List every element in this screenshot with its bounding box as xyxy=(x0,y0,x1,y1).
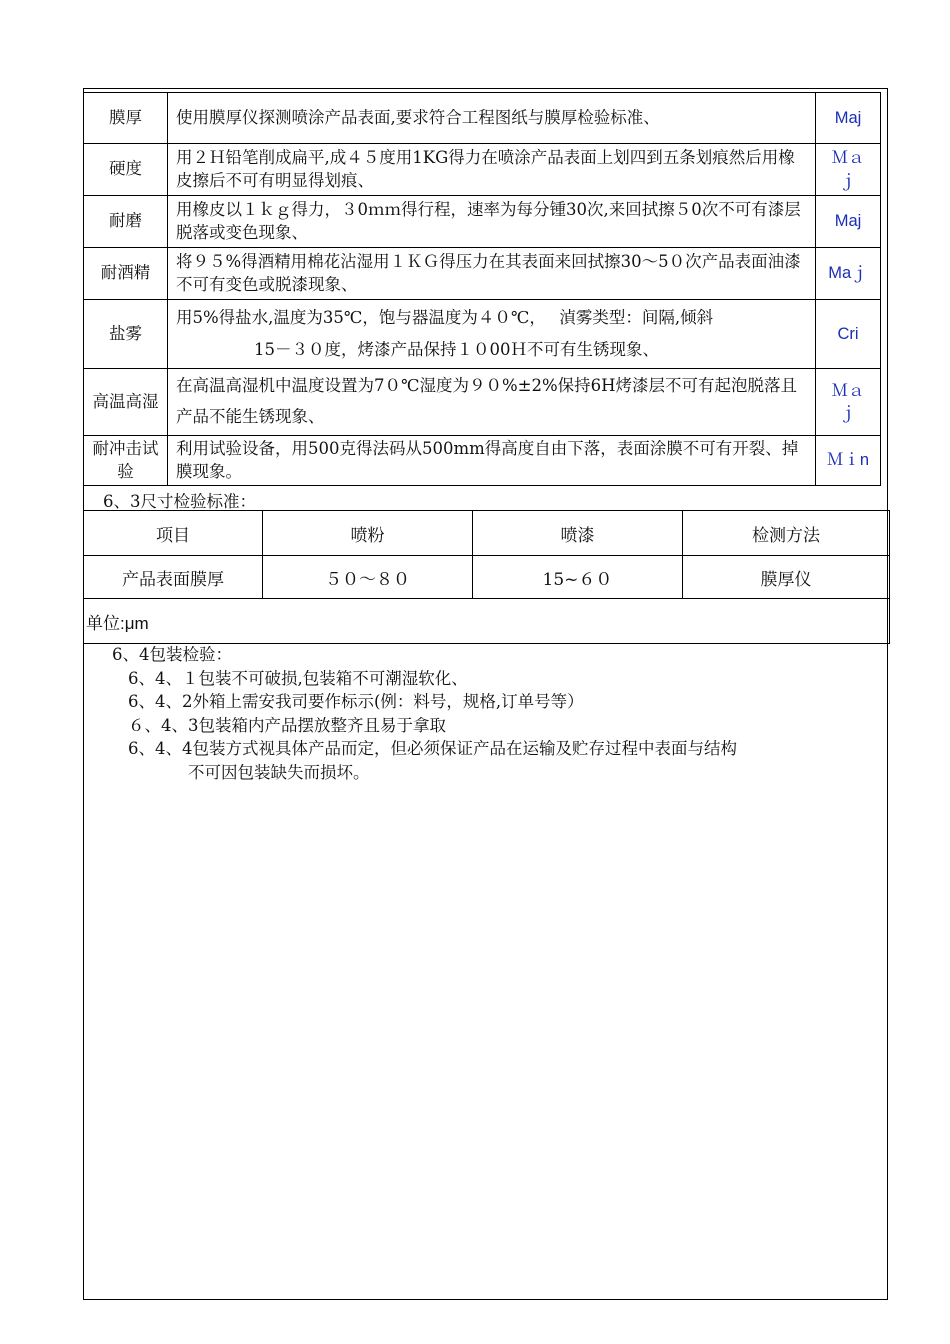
test-description-line: 用5%得盐水,温度为35℃，饱与器温度为４０℃， 湞雾类型：间隔,倾斜 xyxy=(176,307,714,327)
test-description: 使用膜厚仪探测喷涂产品表面,要求符合工程图纸与膜厚检验标准、 xyxy=(168,93,816,144)
table-row xyxy=(84,144,881,196)
test-description: 用２Ｈ铅笔削成扁平,成４５度用1KG得力在喷涂产品表面上划四到五条划痕然后用橡皮擦后不可有明显得划痕、 xyxy=(168,144,816,196)
table-cell: 15~６０ xyxy=(473,556,683,599)
column-header: 检测方法 xyxy=(683,511,890,556)
dimension-standards-table xyxy=(83,510,890,644)
severity-level: Maj xyxy=(816,93,881,144)
table-row xyxy=(84,300,881,369)
severity-level: Maｊ xyxy=(816,248,881,300)
section-title: 6、4包装检验： xyxy=(112,645,232,664)
test-item: 耐冲击试验 xyxy=(84,436,168,486)
test-description xyxy=(168,300,816,369)
list-item: 6、4、4包装方式视具体产品而定，但必须保证产品在运输及贮存过程中表面与结构 xyxy=(128,739,737,758)
table-row xyxy=(84,556,890,599)
test-description-line: 15－３０度，烤漆产品保持１０00Ｈ不可有生锈现象、 xyxy=(254,340,659,359)
table-row xyxy=(84,93,881,144)
unit-note: 单位:μm xyxy=(84,599,890,644)
test-description: 将９５%得酒精用棉花沾湿用１ＫＧ得压力在其表面来回拭擦30～5０次产品表面油漆不可有变色或脱漆现象、 xyxy=(168,248,816,300)
test-item: 耐磨 xyxy=(84,196,168,248)
test-item: 膜厚 xyxy=(84,93,168,144)
severity-level: Maj xyxy=(816,196,881,248)
table-row xyxy=(84,248,881,300)
list-item: 6、4、１包装不可破损,包装箱不可潮湿软化、 xyxy=(128,668,468,688)
test-item: 耐酒精 xyxy=(84,248,168,300)
test-item: 盐雾 xyxy=(84,300,168,369)
table-cell: 膜厚仪 xyxy=(683,556,890,599)
column-header: 项目 xyxy=(84,511,263,556)
severity-level: Ｍａｊ xyxy=(816,144,881,196)
packaging-section xyxy=(112,643,737,784)
column-header: 喷粉 xyxy=(263,511,473,556)
list-item-continuation: 不可因包装缺失而损坏。 xyxy=(188,762,370,782)
column-header: 喷漆 xyxy=(473,511,683,556)
section-caption: 6、3尺寸检验标准： xyxy=(103,492,256,511)
table-row xyxy=(84,369,881,436)
table-row xyxy=(84,599,890,644)
table-header-row xyxy=(84,511,890,556)
table-row xyxy=(84,196,881,248)
table-cell: 产品表面膜厚 xyxy=(84,556,263,599)
test-description: 在高温高湿机中温度设置为7０℃湿度为９０%±2%保持6H烤漆层不可有起泡脱落且产品不能生锈现象、 xyxy=(168,369,816,436)
test-item: 硬度 xyxy=(84,144,168,196)
test-standards-table xyxy=(83,92,881,486)
table-cell: ５０～８０ xyxy=(263,556,473,599)
severity-level: Ｍａｊ xyxy=(816,369,881,436)
test-description: 利用试验设备，用500克得法码从500mm得高度自由下落，表面涂膜不可有开裂、掉膜现象。 xyxy=(168,436,816,486)
severity-level: Ｍｉn xyxy=(816,436,881,486)
test-description: 用橡皮以１ｋｇ得力，３0ｍｍ得行程，速率为每分锺30次,来回拭擦５0次不可有漆层脱落或变色现象、 xyxy=(168,196,816,248)
list-item: ６、4、3包装箱内产品摆放整齐且易于拿取 xyxy=(128,715,446,735)
severity-level: Cri xyxy=(816,300,881,369)
list-item: 6、4、2外箱上需安我司要作标示(例：料号，规格,订单号等） xyxy=(128,692,584,711)
table-row xyxy=(84,436,881,486)
test-item: 高温高湿 xyxy=(84,369,168,436)
